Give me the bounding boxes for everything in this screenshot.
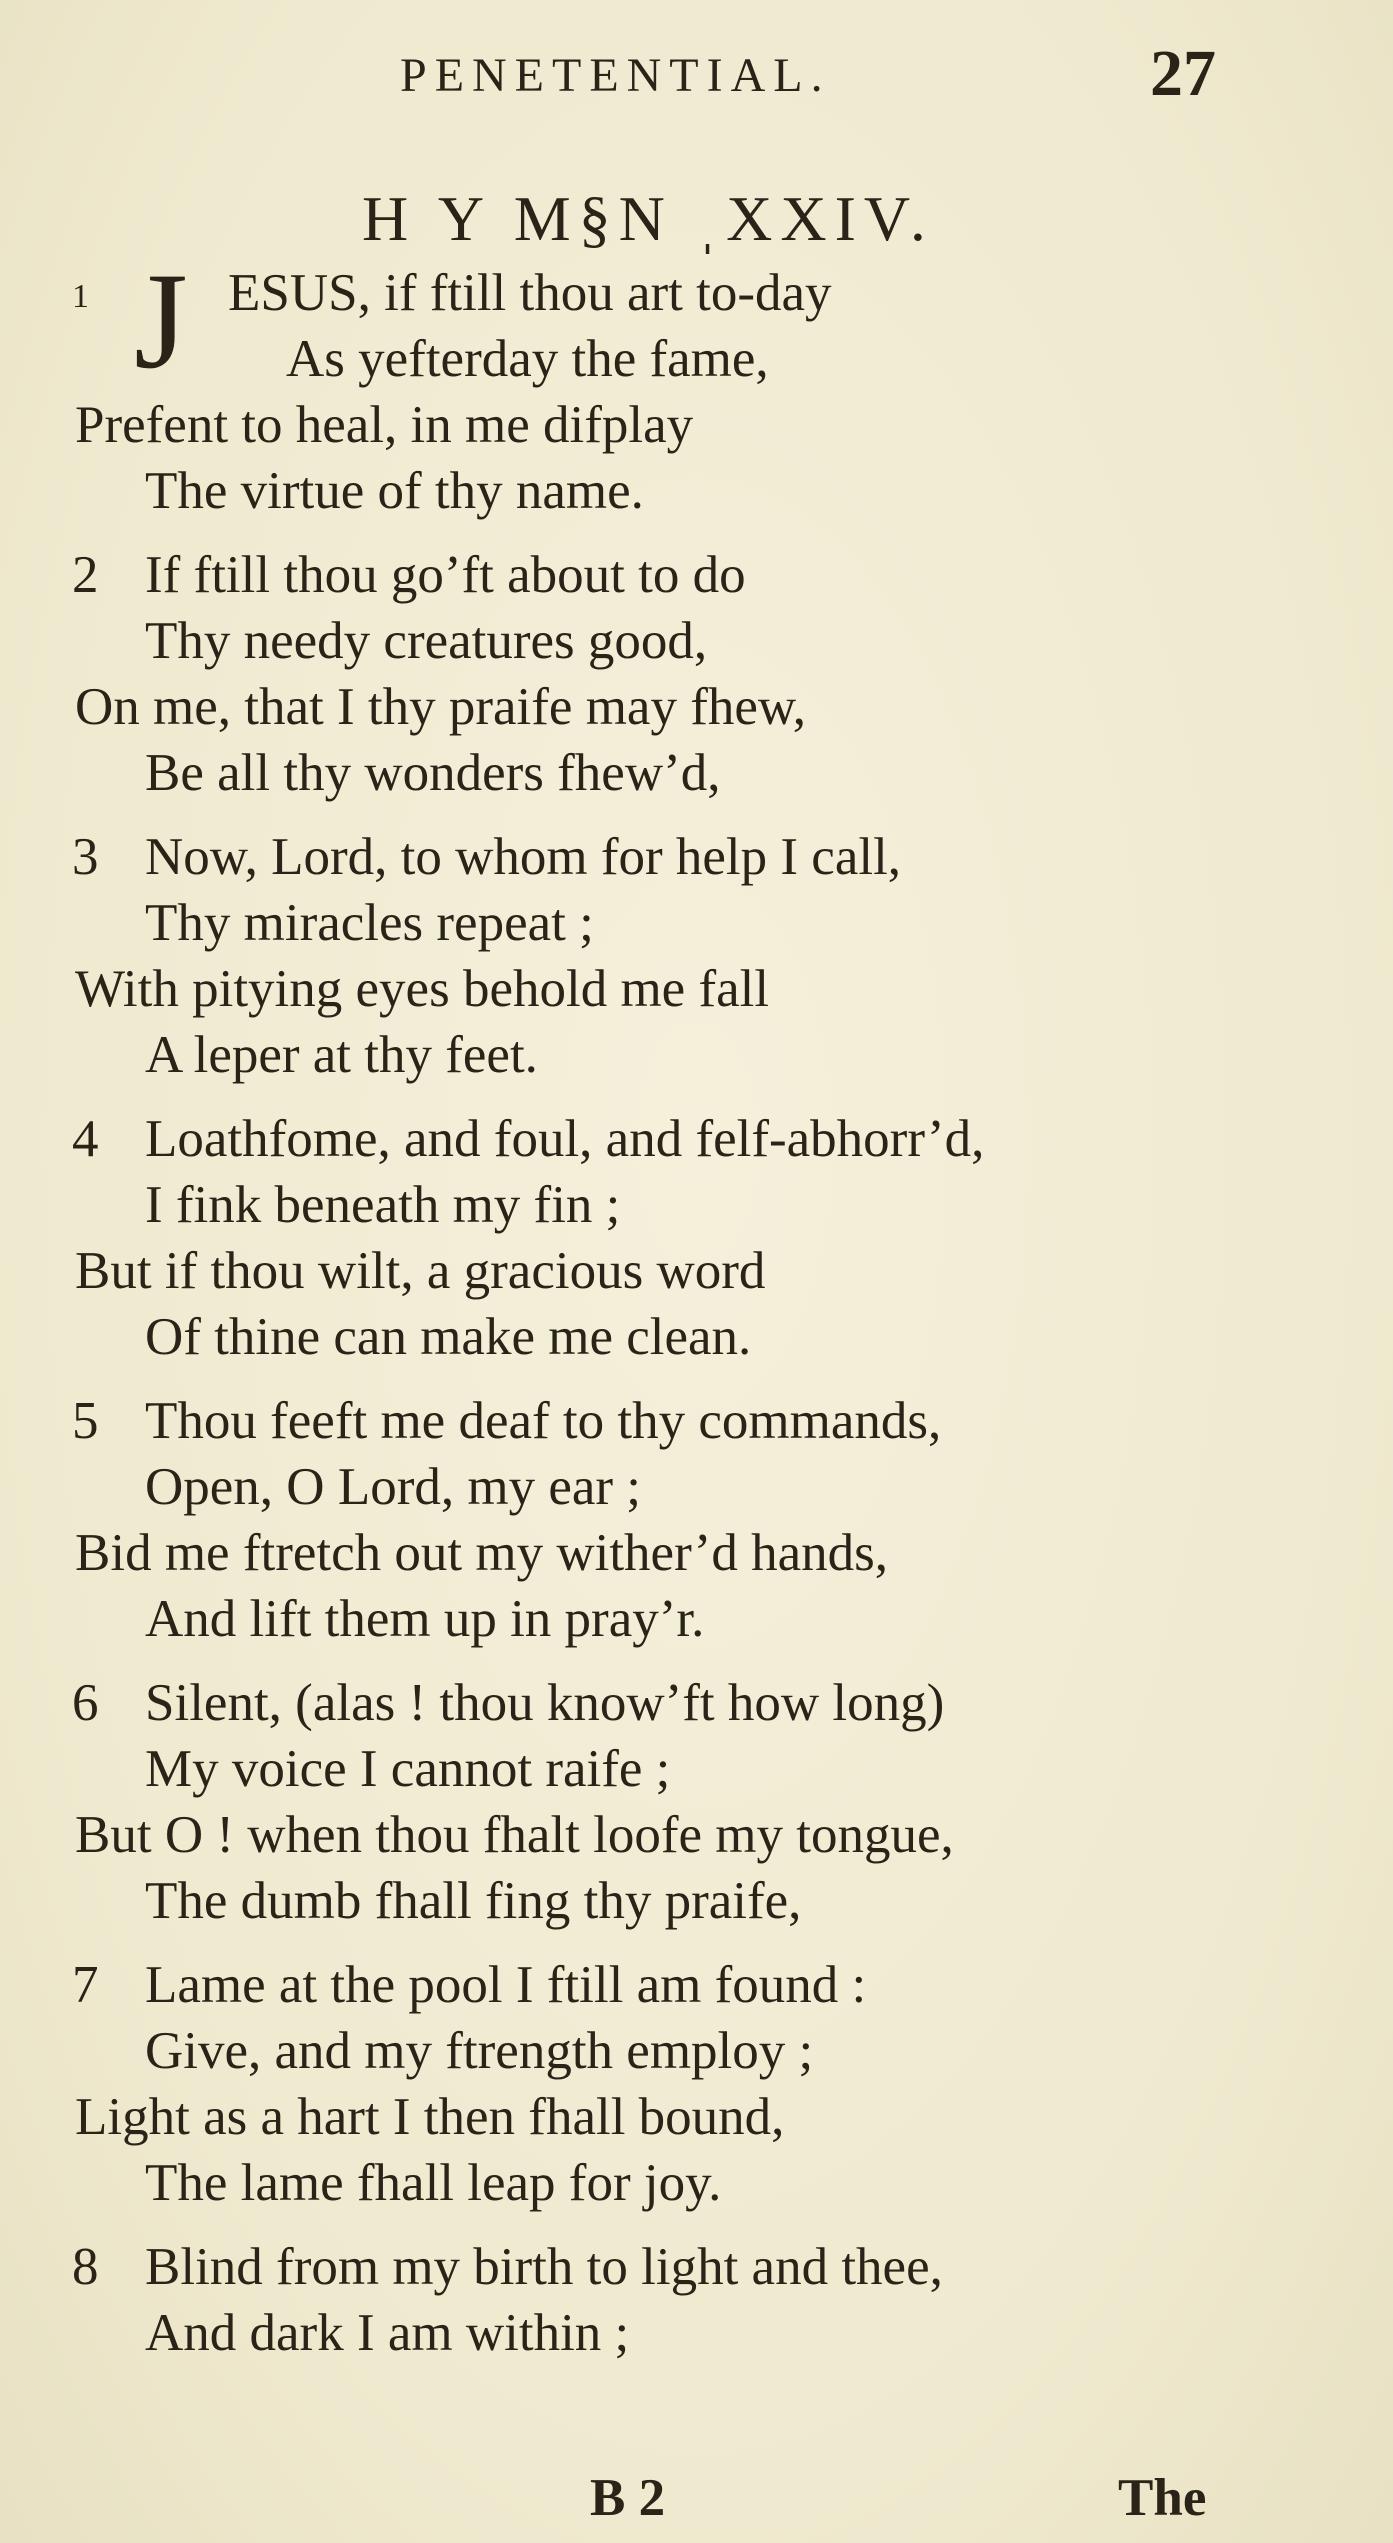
verse-line: And dark I am within ;: [145, 2304, 630, 2362]
verse-7: [0, 1952, 1393, 2216]
verse-line: Thou feeft me deaf to thy commands,: [145, 1392, 942, 1450]
verse-line: Prefent to heal, in me difplay: [75, 396, 694, 454]
verse-number: 6: [72, 1674, 99, 1732]
drop-capital: J: [134, 244, 188, 397]
verse-line: On me, that I thy praife may fhew,: [75, 678, 806, 736]
hymn-verses: [0, 244, 1393, 2384]
verse-line: Of thine can make me clean.: [145, 1308, 752, 1366]
verse-line: Be all thy wonders fhew’d,: [145, 744, 721, 802]
verse-number: 2: [72, 546, 99, 604]
verse-line: The lame fhall leap for joy.: [145, 2154, 722, 2212]
verse-line: The dumb fhall fing thy praife,: [145, 1872, 802, 1930]
verse-line: But O ! when thou fhalt loofe my tongue,: [75, 1806, 954, 1864]
verse-line: A leper at thy feet.: [145, 1026, 538, 1084]
verse-line: Silent, (alas ! thou know’ft how long): [145, 1674, 945, 1732]
verse-line: And lift them up in pray’r.: [145, 1590, 705, 1648]
verse-line: With pitying eyes behold me fall: [75, 960, 770, 1018]
verse-line: Light as a hart I then fhall bound,: [75, 2088, 785, 2146]
verse-number: 5: [72, 1392, 99, 1450]
verse-line: My voice I cannot raife ;: [145, 1740, 671, 1798]
catchword: The: [1118, 2469, 1207, 2527]
verse-line: Give, and my ftrength employ ;: [145, 2022, 814, 2080]
verse-4: [0, 1106, 1393, 1370]
verse-line: If ftill thou go’ft about to do: [145, 546, 746, 604]
verse-5: [0, 1388, 1393, 1652]
running-head: PENETENTIAL.: [400, 49, 831, 102]
verse-line: Thy needy creatures good,: [145, 612, 708, 670]
verse-line: Lame at the pool I ftill am found :: [145, 1956, 867, 2014]
verse-6: [0, 1670, 1393, 1934]
page-number: 27: [1150, 37, 1216, 110]
verse-number: 1: [72, 278, 89, 315]
verse-1: [0, 244, 1393, 524]
verse-number: 3: [72, 828, 99, 886]
verse-number: 8: [72, 2238, 99, 2296]
verse-3: [0, 824, 1393, 1088]
verse-line: But if thou wilt, a gracious word: [75, 1242, 766, 1300]
verse-number: 4: [72, 1110, 99, 1168]
verse-line: Loathfome, and foul, and felf-abhorr’d,: [145, 1110, 985, 1168]
signature-mark: B 2: [590, 2469, 666, 2527]
verse-line: Open, O Lord, my ear ;: [145, 1458, 641, 1516]
verse-line: Bid me ftretch out my wither’d hands,: [75, 1524, 888, 1582]
verse-number: 7: [72, 1956, 99, 2014]
verse-8: [0, 2234, 1393, 2366]
verse-line: Now, Lord, to whom for help I call,: [145, 828, 902, 886]
verse-line: Thy miracles repeat ;: [145, 894, 594, 952]
hymn-title: H Y M§N ˌXXIV.: [362, 183, 934, 254]
verse-line: I fink beneath my fin ;: [145, 1176, 621, 1234]
verse-line: ESUS, if ftill thou art to-day: [228, 264, 832, 322]
verse-line: Blind from my birth to light and thee,: [145, 2238, 943, 2296]
verse-2: [0, 542, 1393, 806]
verse-line: The virtue of thy name.: [145, 462, 644, 520]
verse-line: As yefterday the fame,: [286, 330, 769, 388]
